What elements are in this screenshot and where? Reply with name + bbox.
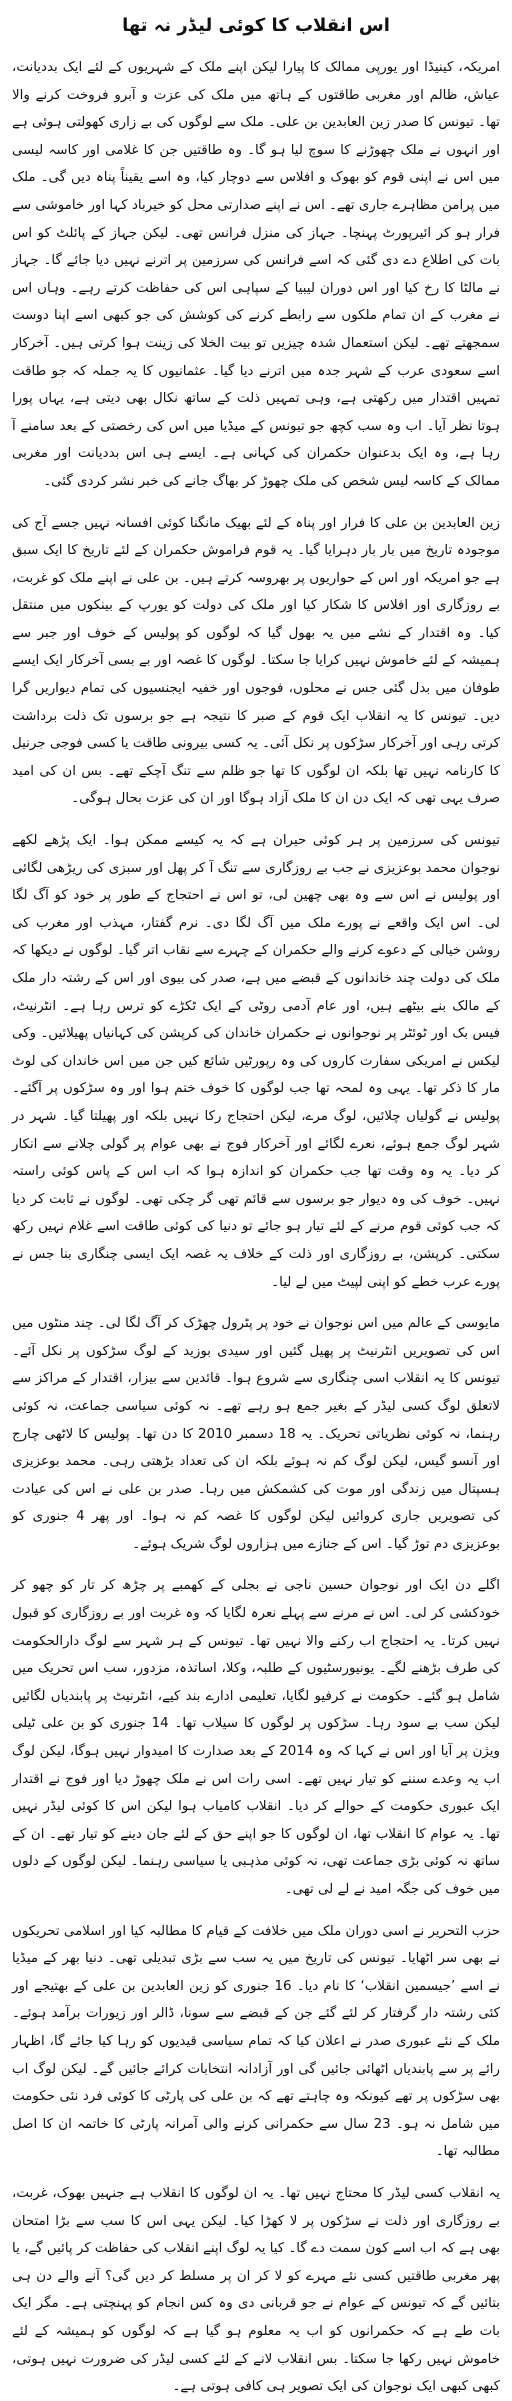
article-paragraph: حزب التحریر نے اسی دوران ملک میں خلافت کے قیام کا مطالبہ کیا اور اسلامی تحریکوں نے بھی سر اٹھایا۔ تیونس کی تاریخ میں یہ سب سے بڑی تبدیلی تھی۔ دنیا بھر کے میڈیا نے اسے ’جیسمین انقلاب‘ کا نام دیا۔ 16 جنوری کو زین العابدین بن علی کے بھتیجے اور کئی رشتہ دار گرفتار کر لئے گئے جن کے قبضے سے سونا، ڈالر اور زیورات برآمد ہوئے۔ ملک کے نئے عبوری صدر نے اعلان کیا کہ تمام سیاسی قیدیوں کو رہا کیا جائے گا، اظہار رائے پر سے پابندیاں اٹھائی جائیں گی اور آزادانہ انتخابات کرائے جائیں گے۔ لیکن لوگ اب بھی سڑکوں پر تھے کیونکہ وہ چاہتے تھے کہ بن علی کی پارٹی کا کوئی فرد نئی حکومت میں شامل نہ ہو۔ 23 سال سے حکمرانی کرنے والی آمرانہ پارٹی کا خاتمہ ان کا اصل مطالبہ تھا۔	[12, 1923, 500, 2160]
article-paragraph: اگلے دن ایک اور نوجوان حسین ناجی نے بجلی کے کھمبے پر چڑھ کر تار کو چھو کر خودکشی کر لی۔ اس نے مرنے سے پہلے نعرہ لگایا کہ وہ غربت اور بے روزگاری کو قبول نہیں کرتا۔ یہ احتجاج اب رکنے والا نہیں تھا۔ تیونس کے ہر شہر سے لوگ دارالحکومت کی طرف بڑھنے لگے۔ یونیورسٹیوں کے طلبہ، وکلا، اساتذہ، مزدور، سب اس تحریک میں شامل ہو گئے۔ حکومت نے کرفیو لگایا، تعلیمی ادارے بند کیے، انٹرنیٹ پر پابندیاں لگائیں لیکن سب بے سود رہا۔ سڑکوں پر لوگوں کا سیلاب تھا۔ 14 جنوری کو بن علی ٹیلی ویژن پر آیا اور اس نے کہا کہ وہ 2014 کے بعد صدارت کا امیدوار نہیں ہوگا، لیکن لوگ اب یہ وعدے سننے کو تیار نہیں تھے۔ اسی رات اس نے ملک چھوڑ دیا اور فوج نے اقتدار ایک عبوری حکومت کے حوالے کر دیا۔ انقلاب کامیاب ہوا لیکن اس کا کوئی لیڈر نہیں تھا۔ یہ عوام کا انقلاب تھا، ان لوگوں کا جو اپنے حق کے لئے جان دینے کو تیار تھے۔ ان کے ساتھ نہ کوئی بڑی جماعت تھی، نہ کوئی مذہبی یا سیاسی رہنما۔ لیکن لوگوں کے دلوں میں خوف کی جگہ امید نے لے لی تھی۔	[12, 1578, 501, 1897]
article-headline: اس انقلاب کا کوئی لیڈر نہ تھا	[122, 15, 390, 36]
article-paragraph: امریکہ، کینیڈا اور یورپی ممالک کا پیارا لیکن اپنے ملک کے شہریوں کے لئے ایک بددیانت، عیاش، ظالم اور مغربی طاقتوں کے ہاتھ میں ملک کی عزت و آبرو فروخت کرنے والا تھا۔ تیونس کا صدر زین العابدین بن علی۔ ملک سے لوگوں کی بے زاری کھولتی ہوئی ہے اور انہوں نے ملک چھوڑنے کا سوچ لیا ہو گا۔ وہ طاقتیں جن کا غلامی اور کاسہ لیسی میں اس نے اپنی قوم کو بھوک و افلاس سے دوچار کیا، وہ اسے یقیناً پناہ دیں گی۔ ملک میں پرامن مظاہرے جاری تھے۔ اس نے اپنے صدارتی محل کو خیرباد کہا اور خاموشی سے فرار ہو کر ائیرپورٹ پہنچا۔ جہاز کی منزل فرانس تھی۔ لیکن جہاز کے پائلٹ کو اس بات کی اطلاع دے دی گئی کہ اسے فرانس کی سرزمین پر اترنے نہیں دیا جائے گا۔ جہاز نے مالٹا کا رخ کیا اور اس دوران لیبیا کے سپاہی اس کی حفاظت کرتے رہے۔ وہاں اس نے مغرب کے ان تمام ملکوں سے رابطے کرنے کی کوشش کی جو کبھی اسے اپنا دوست سمجھتے تھے۔ لیکن استعمال شدہ چیزیں تو بیت الخلا کی زینت ہوا کرتی ہیں۔ آخرکار اسے سعودی عرب کے شہر جدہ میں اترنے دیا گیا۔ عثمانیوں کا یہ جملہ کہ جو طاقت تمہیں اقتدار میں رکھتی ہے، وہی تمہیں ذلت کے ساتھ نکال بھی دیتی ہے، یہاں پورا ہوتا نظر آیا۔ اب وہ سب کچھ جو تیونس کے میڈیا میں اس کی رخصتی کے بعد سامنے آ رہا ہے، وہ ایک بدعنوان حکمران کی کہانی ہے۔ ایسے ہی اس بددیانت اور مغربی ممالک کے کاسہ لیس شخص کی ملک چھوڑ کر بھاگ جانے کی خبر نشر کردی گئی۔	[12, 60, 500, 489]
article-paragraph: زین العابدین بن علی کا فرار اور پناہ کے لئے بھیک مانگنا کوئی افسانہ نہیں جسے آج کی موجودہ تاریخ میں بار بار دہرایا گیا۔ یہ قوم فراموش حکمران کے لئے تاریخ کا ایک سبق ہے جو امریکہ اور اس کے حواریوں پر بھروسہ کرتے ہیں۔ بن علی نے اپنے ملک کو غربت، بے روزگاری اور افلاس کا شکار کیا اور ملک کی دولت کو یورپ کے بینکوں میں منتقل کیا۔ وہ اقتدار کے نشے میں یہ بھول گیا کہ لوگوں کو پولیس کے خوف اور جبر سے ہمیشہ کے لئے خاموش نہیں کرایا جا سکتا۔ لوگوں کا غصہ اور بے بسی آخرکار ایک ایسے طوفان میں بدل گئی جس نے محلوں، فوجوں اور خفیہ ایجنسیوں کی تمام دیواریں گرا دیں۔ تیونس کا یہ انقلاب ایک قوم کے صبر کا نتیجہ ہے جو برسوں تک ذلت برداشت کرتی رہی اور آخرکار سڑکوں پر نکل آئی۔ یہ کسی بیرونی طاقت یا کسی فوجی جرنیل کا کارنامہ نہیں تھا بلکہ ان لوگوں کا تھا جو ظلم سے تنگ آچکے تھے۔ بس ان کی امید صرف یہی تھی کہ ایک دن ان کا ملک آزاد ہوگا اور ان کی عزت بحال ہوگی۔	[12, 515, 500, 807]
article-paragraph: مایوسی کے عالم میں اس نوجوان نے خود پر پٹرول چھڑک کر آگ لگا لی۔ چند منٹوں میں اس کی تصویریں انٹرنیٹ پر پھیل گئیں اور سیدی بوزید کے لوگ سڑکوں پر نکل آئے۔ تیونس کا یہ انقلاب اسی چنگاری سے شروع ہوا۔ قائدین سے بیزار، اقتدار کے مراکز سے لاتعلق لوگ کسی لیڈر کے بغیر جمع ہو رہے تھے۔ نہ کوئی سیاسی جماعت، نہ کوئی رہنما، نہ کوئی نظریاتی تحریک۔ یہ 18 دسمبر 2010 کا دن تھا۔ پولیس کا لاٹھی چارج اور آنسو گیس، لیکن لوگ کم نہ ہوئے بلکہ ان کی تعداد بڑھتی رہی۔ محمد بوعزیزی ہسپتال میں زندگی اور موت کی کشمکش میں رہا۔ صدر بن علی نے اس کی عیادت کی تصویریں جاری کروائیں لیکن لوگوں کا غصہ کم نہ ہوا۔ اور پھر 4 جنوری کو بوعزیزی دم توڑ گیا۔ اس کے جنازے میں ہزاروں لوگ شریک ہوئے۔	[12, 1316, 500, 1552]
article-paragraph: یہ انقلاب کسی لیڈر کا محتاج نہیں تھا۔ یہ ان لوگوں کا انقلاب ہے جنہیں بھوک، غربت، بے روزگاری اور ذلت نے سڑکوں پر لا کھڑا کیا۔ لیکن یہی اس کا سب سے بڑا امتحان بھی ہے کہ اب اسے کون سمت دے گا۔ کیا یہ لوگ اپنے انقلاب کی حفاظت کر پائیں گے، یا پھر مغربی طاقتیں کسی نئے مہرے کو لا کر ان پر مسلط کر دیں گی؟ آنے والے دن ہی بتائیں گے کہ تیونس کے عوام نے جو قربانی دی وہ کس انجام کو پہنچتی ہے۔ مگر ایک بات طے ہے کہ حکمرانوں کو اب یہ معلوم ہو گیا ہے کہ لوگوں کو ہمیشہ کے لئے خاموش نہیں رکھا جا سکتا۔ بس انقلاب لانے کے لئے کسی لیڈر کی ضرورت نہیں ہوتی، کبھی کبھی ایک نوجوان کی ایک تصویر ہی کافی ہوتی ہے۔	[12, 2185, 500, 2395]
article-paragraph: تیونس کی سرزمین پر ہر کوئی حیران ہے کہ یہ کیسے ممکن ہوا۔ ایک پڑھے لکھے نوجوان محمد بوعزیزی نے جب بے روزگاری سے تنگ آ کر پھل اور سبزی کی ریڑھی لگائی اور پولیس نے اس سے وہ بھی چھین لی، تو اس نے احتجاج کے طور پر خود کو آگ لگا لی۔ اس ایک واقعے نے پورے ملک میں آگ لگا دی۔ نرم گفتار، مہذب اور مغرب کی روشن خیالی کے دعوے کرنے والے حکمران کے چہرے سے نقاب اتر گیا۔ لوگوں نے دیکھا کہ ملک کی دولت چند خاندانوں کے قبضے میں ہے، صدر کی بیوی اور اس کے رشتہ دار ملک کے مالک بنے بیٹھے ہیں، اور عام آدمی روٹی کے ایک ٹکڑے کو ترس رہا ہے۔ انٹرنیٹ، فیس بک اور ٹوئٹر پر نوجوانوں نے حکمران خاندان کی کرپشن کی کہانیاں پھیلائیں۔ وکی لیکس نے امریکی سفارت کاروں کی وہ رپورٹیں شائع کیں جن میں اس خاندان کی لوٹ مار کا ذکر تھا۔ یہی وہ لمحہ تھا جب لوگوں کا خوف ختم ہوا اور وہ سڑکوں پر آگئے۔ پولیس نے گولیاں چلائیں، لوگ مرے، لیکن احتجاج رکا نہیں بلکہ اور پھیلتا گیا۔ شہر در شہر لوگ جمع ہوئے، نعرے لگائے اور آخرکار فوج نے بھی عوام پر گولی چلانے سے انکار کر دیا۔ یہ وہ وقت تھا جب حکمران کو اندازہ ہوا کہ اب اس کے پاس کوئی راستہ نہیں۔ خوف کی وہ دیوار جو برسوں سے قائم تھی گر چکی تھی۔ لوگوں نے ثابت کر دیا کہ جب کوئی قوم مرنے کے لئے تیار ہو جائے تو دنیا کی کوئی طاقت اسے غلام نہیں رکھ سکتی۔ کرپشن، بے روزگاری اور ذلت کے خلاف یہ غصہ ایک ایسی چنگاری بنا جس نے پورے عرب خطے کو اپنی لپیٹ میں لے لیا۔	[12, 833, 500, 1290]
article	[12, 6, 501, 2395]
